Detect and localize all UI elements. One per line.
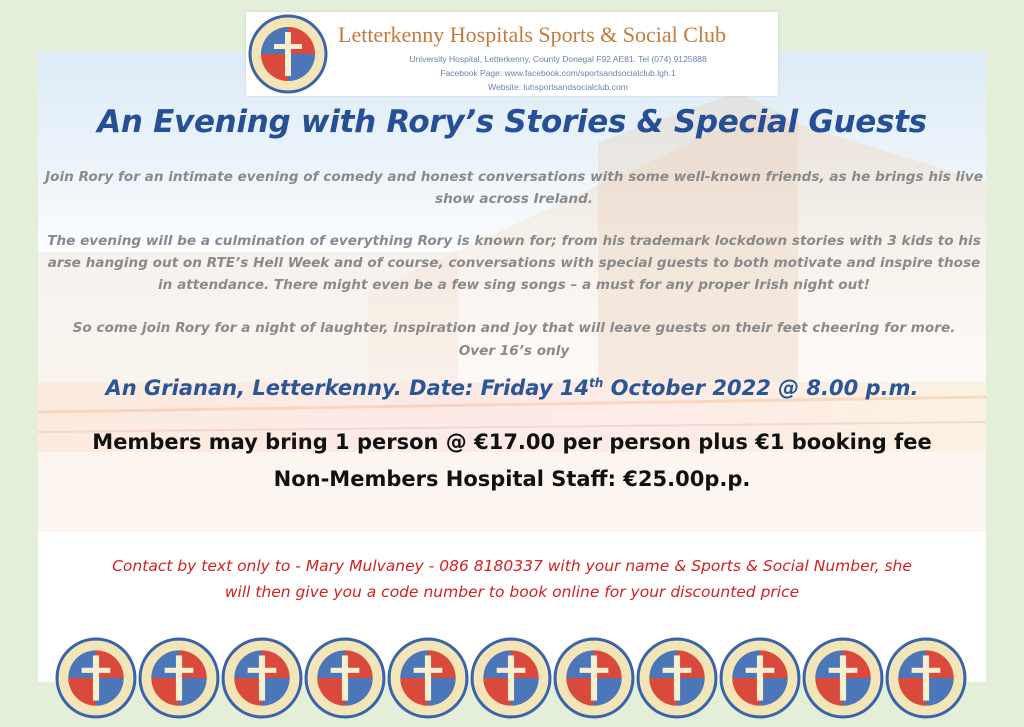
club-website: Website: luhsportsandsocialclub.com: [488, 82, 628, 92]
event-venue-date: [0, 376, 1024, 400]
club-address: University Hospital, Letterkenny, County Donegal F92 AE81. Tel (074) 9125888: [409, 54, 707, 64]
description-paragraph: The evening will be a culmination of everything Rory is known for; from his trademark lockdown stories with 3 kids to his arse hanging out on RTE’s Hell Week and of course, conversations with special guests to both motivate and inspire those in attendance. There might even be a few sing songs – a must for any proper Irish night out!: [47, 233, 981, 293]
intro-paragraph: Join Rory for an intimate evening of comedy and honest conversations with some well-known friends, as he brings his live show across Ireland.: [45, 169, 983, 207]
contact-info: [30, 553, 994, 605]
footer-club-logo-icon: [138, 637, 220, 719]
footer-logo-row: [55, 637, 975, 721]
event-venue-date-part1: An Grianan, Letterkenny. Date: Friday 14: [105, 376, 590, 400]
footer-club-logo-icon: [55, 637, 137, 719]
invitation-paragraph: So come join Rory for a night of laughter, inspiration and joy that will leave guests on their feet cheering for more.: [72, 320, 956, 336]
footer-club-logo-icon: [553, 637, 635, 719]
club-logo-icon: [248, 14, 328, 94]
footer-club-logo-icon: [221, 637, 303, 719]
footer-club-logo-icon: [885, 637, 967, 719]
club-facebook: Facebook Page: www.facebook.com/sportsandsocialclub.lgh.1: [440, 68, 676, 78]
contact-line-1: Contact by text only to - Mary Mulvaney - 086 8180337 with your name & Sports & Social Number, she: [112, 557, 912, 575]
club-header-banner: [246, 12, 778, 96]
event-title: An Evening with Rory’s Stories & Special Guests: [97, 104, 927, 140]
footer-club-logo-icon: [719, 637, 801, 719]
non-members-price: Non-Members Hospital Staff: €25.00p.p.: [273, 467, 751, 491]
footer-club-logo-icon: [470, 637, 552, 719]
footer-club-logo-icon: [636, 637, 718, 719]
footer-club-logo-icon: [802, 637, 884, 719]
age-restriction: Over 16’s only: [458, 343, 570, 359]
footer-club-logo-icon: [387, 637, 469, 719]
date-ordinal-suffix: th: [589, 376, 604, 390]
members-price: Members may bring 1 person @ €17.00 per person plus €1 booking fee: [92, 430, 932, 454]
club-name: Letterkenny Hospitals Sports & Social Club: [338, 22, 727, 47]
contact-line-2: will then give you a code number to book online for your discounted price: [224, 583, 800, 601]
footer-club-logo-icon: [304, 637, 386, 719]
event-venue-date-part2: October 2022 @ 8.00 p.m.: [603, 376, 919, 400]
